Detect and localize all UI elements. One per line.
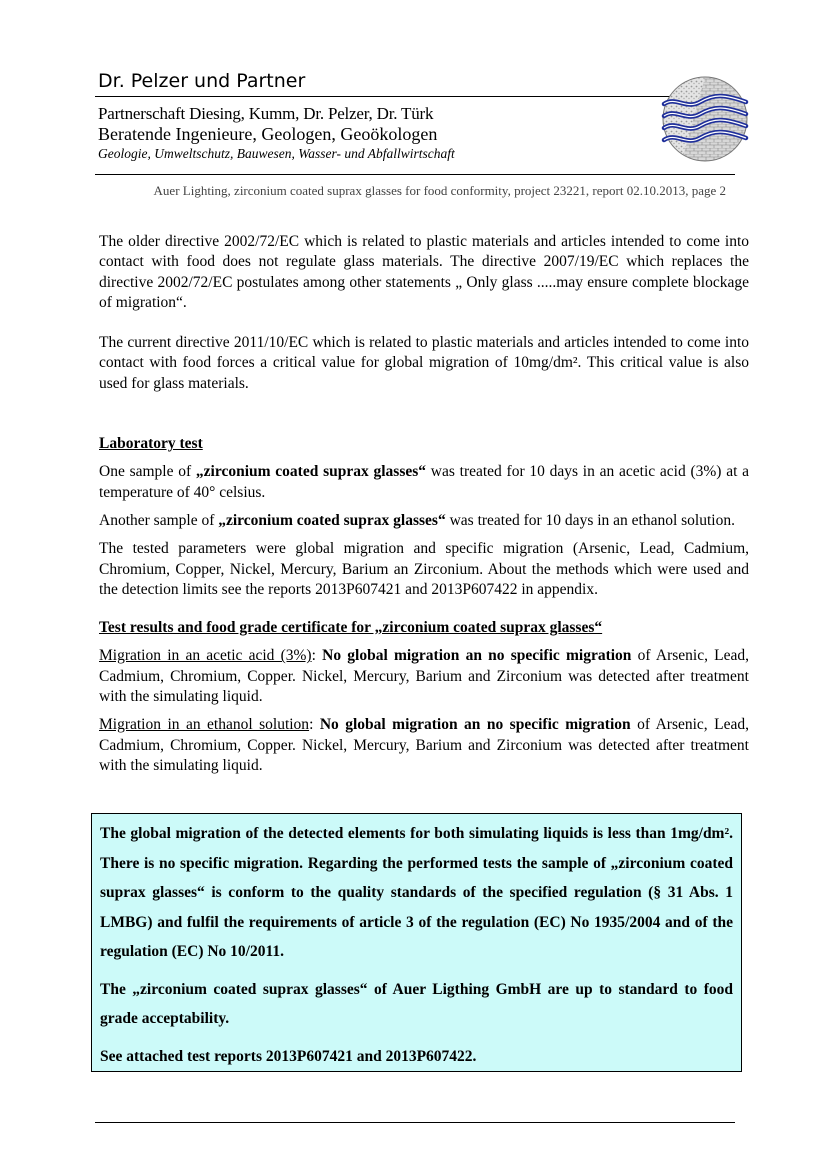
profession-line: Beratende Ingenieure, Geologen, Geoökologen [98,124,438,144]
running-head: Auer Lighting, zirconium coated suprax glasses for food conformity, project 23221, report 02.10.2013, page 2 [153,183,726,198]
header-divider-bottom [95,174,735,175]
lab-paragraph-1: One sample of „zirconium coated suprax glasses“ was treated for 10 days in an acetic acid (3%) at a temperature of 40° celsius. [99,463,750,501]
conclusion-paragraph-2: The „zirconium coated suprax glasses“ of Auer Ligthing GmbH are up to standard to food grade acceptability. [100,980,733,1027]
lab-paragraph-3: The tested parameters were global migration and specific migration (Arsenic, Lead, Cadmium, Chromium, Copper, Nickel, Mercury, Barium an Zirconium. About the methods which were used and the detection limits see the reports 2013P607421 and 2013P607422 in appendix. [99,540,749,598]
conclusion-paragraph-1: The global migration of the detected elements for both simulating liquids is less than 1mg/dm². There is no specific migration. Regarding the performed tests the sample of „zirconium coated suprax glasses“ is conform to the quality standards of the specified regulation (§ 31 Abs. 1 LMBG) and fulfil the requirements of article 3 of the regulation (EC) No 1935/2004 and of the regulation (EC) No 10/2011. [100,825,733,960]
firm-name: Dr. Pelzer und Partner [98,70,306,92]
footer-divider [95,1122,735,1123]
lab-test-heading: Laboratory test [99,435,203,453]
body-text [99,232,749,776]
directive-paragraph-2: The current directive 2011/10/EC which is related to plastic materials and articles intended to come into contact with food forces a critical value for global migration of 10mg/dm². This critical value is also used for glass materials. [99,334,749,392]
directive-paragraph-1: The older directive 2002/72/EC which is related to plastic materials and articles intended to come into contact with food does not regulate glass materials. The directive 2007/19/EC which replaces the directive 2002/72/EC postulates among other statements „ Only glass .....may ensure complete blockage of migration“. [99,233,749,311]
result-ethanol: Migration in an ethanol solution: No global migration an no specific migration of Arsenic, Lead, Cadmium, Chromium, Copper. Nickel, Mercury, Barium and Zirconium was detected after treatment with the simulating liquid. [99,716,749,774]
lab-paragraph-2: Another sample of „zirconium coated suprax glasses“ was treated for 10 days in an ethanol solution. [99,511,735,529]
header-divider-top [95,96,730,97]
results-heading: Test results and food grade certificate for „zirconium coated suprax glasses“ [99,619,603,637]
conclusion-paragraph-3: See attached test reports 2013P607421 and 2013P607422. [100,1047,477,1065]
result-acetic-acid: Migration in an acetic acid (3%): No global migration an no specific migration of Arsenic, Lead, Cadmium, Chromium, Copper. Nickel, Mercury, Barium and Zirconium was detected after treatment with the simulating liquid. [99,647,749,706]
partners-line: Partnerschaft Diesing, Kumm, Dr. Pelzer, Dr. Türk [98,104,434,123]
conclusion-box [91,813,742,1072]
logo-icon [660,70,750,168]
fields-line: Geologie, Umweltschutz, Bauwesen, Wasser- und Abfallwirtschaft [98,146,455,161]
